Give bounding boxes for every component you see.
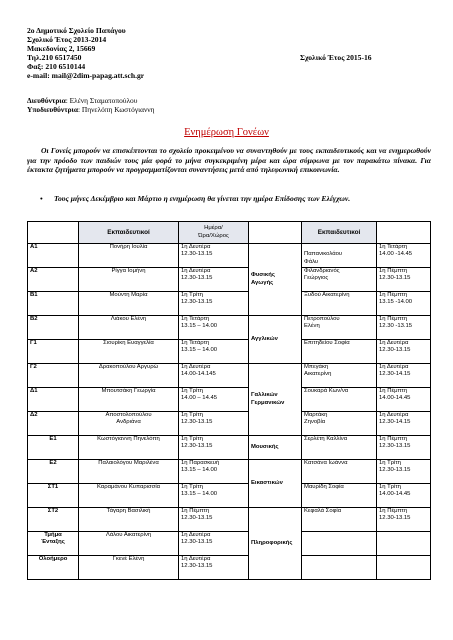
class-cell: Ε1	[28, 436, 79, 460]
table-row	[28, 412, 431, 436]
schedule-table	[27, 221, 431, 580]
director-label: Διευθύντρια	[27, 96, 66, 105]
school-year-left: Σχολικό Έτος 2013-2014	[27, 35, 107, 44]
table-row	[28, 388, 431, 412]
teacher2-cell: Σερλέτη Καλλίνα	[302, 436, 377, 460]
time-cell: 1η Πέμπτη 12.30-13.15	[179, 508, 249, 532]
teacher-cell: Μούντη Μαρία	[79, 292, 179, 316]
time2-cell: 1η Δευτέρα 12.30-14.15	[377, 412, 431, 436]
time-cell: 1η Δευτέρα 12.30-13.15	[179, 532, 249, 556]
class-cell: Α2	[28, 268, 79, 292]
time2-cell: 1η Πέμπτη 14.00-14.45	[377, 388, 431, 412]
school-phone: Τηλ.210 6517450	[27, 53, 82, 62]
time-cell: 1η Τρίτη 13.15 – 14.00	[179, 484, 249, 508]
time-cell: 1η Τρίτη 12.30-13.15	[179, 436, 249, 460]
teacher-cell: Καραμάνου Κυπαρισσία	[79, 484, 179, 508]
time-cell: 1η Τρίτη 14.00 – 14.45	[179, 388, 249, 412]
teacher-cell: Παλαιολόγου Μαριλένα	[79, 460, 179, 484]
notice-bullet	[40, 194, 430, 204]
class-cell: Γ1	[28, 340, 79, 364]
time2-cell	[377, 532, 431, 556]
time2-cell: 1η Πέμπτη 12.30-13.15	[377, 508, 431, 532]
class-cell: Ε2	[28, 460, 79, 484]
time2-cell: 1η Πέμπτη 12.30-13.15	[377, 436, 431, 460]
teacher-cell: Κωστόγιαννη Πηνελόπη	[79, 436, 179, 460]
table-row	[28, 436, 431, 460]
table-row	[28, 316, 431, 340]
teacher2-cell: Μαυρίδη Σοφία	[302, 484, 377, 508]
school-email: e-mail: mail@2dim-papag.att.sch.gr	[27, 71, 145, 80]
bullet-mark: •	[40, 194, 43, 203]
time-cell: 1η Τρίτη 12.30-13.15	[179, 292, 249, 316]
teacher-cell: Δρακοπούλου Αργυρώ	[79, 364, 179, 388]
time2-cell: 1η Τετάρτη 14.00 -14.45	[377, 244, 431, 268]
header-subject-empty	[249, 222, 302, 244]
teacher-cell: Γκενέ Ελένη	[79, 556, 179, 580]
school-fax: Φαξ: 210 6510144	[27, 62, 86, 71]
time2-cell: 1η Τρίτη 14.00-14.45	[377, 484, 431, 508]
teacher-cell: Τάγαρη Βασιλική	[79, 508, 179, 532]
time2-cell: 1η Πέμπτη 13.15 -14.00	[377, 292, 431, 316]
class-cell: ΣΤ2	[28, 508, 79, 532]
time-cell: 1η Τρίτη 12.30-13.15	[179, 412, 249, 436]
director-line	[27, 96, 137, 105]
deputy-label: Υποδιευθύντρια	[27, 105, 78, 114]
subject-cell: Αγγλικών	[249, 316, 302, 364]
class-cell: Α1	[28, 244, 79, 268]
table-row	[28, 340, 431, 364]
header-right-empty	[377, 222, 431, 244]
teacher-cell: Λάλου Αικατερίνη	[79, 532, 179, 556]
teacher-cell: Ρίγγα Ιομήνη	[79, 268, 179, 292]
teacher2-cell	[302, 532, 377, 556]
teacher2-cell: Παπανικολάου Φάλυ	[302, 244, 377, 268]
bullet-text: Τους μήνες Δεκέμβριο και Μάρτιο η ενημέρωση θα γίνεται την ημέρα Επίδοσης των Ελέγχων.	[54, 194, 351, 203]
subject-cell: Γαλλικών Γερμανικών	[249, 364, 302, 436]
time2-cell: 1η Δευτέρα 12.30-14.15	[377, 364, 431, 388]
teacher2-cell	[302, 556, 377, 580]
time-cell: 1η Δευτέρα 12.30-13.15	[179, 244, 249, 268]
teacher-cell: Πονήρη Ιουλία	[79, 244, 179, 268]
header-hours: Ημέρα/ Ώρα/Χώρος	[179, 222, 249, 244]
header-teachers-left: Εκπαιδευτικοί	[79, 222, 179, 244]
deputy-name: : Πηνελόπη Κωστόγιαννη	[77, 105, 155, 114]
subject-cell: Φυσικής Αγωγής	[249, 244, 302, 316]
time-cell: 1η Τετάρτη 13.15 – 14.00	[179, 316, 249, 340]
class-cell: Δ1	[28, 388, 79, 412]
time-cell: 1η Δευτέρα 12.30-13.15	[179, 556, 249, 580]
intro-text: Οι Γονείς μπορούν να επισκέπτονται το σχολείο προκειμένου να συναντηθούν με τους εκπαιδευτικούς και να ενημερωθούν για την πρόοδο των παιδιών τους μία φορά το μήνα συγκεκριμένη μέρα και ώρα σύμφωνα με τον παρακάτω πίνακα. Για έκτακτα ζητήματα μπορούν να προγραμματίζονται συναντήσεις μετά από τηλεφωνική επικοινωνία.	[27, 146, 431, 175]
teacher2-cell: Πετροπούλου Ελένη	[302, 316, 377, 340]
time2-cell	[377, 556, 431, 580]
table-row	[28, 364, 431, 388]
subject-cell: Μουσικής	[249, 436, 302, 460]
class-cell: Β2	[28, 316, 79, 340]
time-cell: 1η Δευτέρα 14.00-14.145	[179, 364, 249, 388]
time-cell: 1η Παρασκευή 13.15 – 14.00	[179, 460, 249, 484]
school-year-right: Σχολικό Έτος 2015-16	[300, 53, 372, 62]
time-cell: 1η Τετάρτη 13.15 – 14.00	[179, 340, 249, 364]
teacher2-cell: Μπεγάκη Αικατερίνη	[302, 364, 377, 388]
page-title: Ενημέρωση Γονέων	[184, 127, 269, 138]
subject-cell: Πληροφορικής	[249, 508, 302, 580]
header-empty-cell	[28, 222, 79, 244]
time2-cell: 1η Πέμπτη 12.30-13.15	[377, 268, 431, 292]
table-row	[28, 556, 431, 580]
deputy-line	[27, 105, 155, 114]
time2-cell: 1η Πέμπτη 12.30 -13.15	[377, 316, 431, 340]
teacher2-cell: Κατσάνα Ιωάννα	[302, 460, 377, 484]
table-header-row	[28, 222, 431, 244]
teacher2-cell: Ξυδού Αικατερίνη	[302, 292, 377, 316]
class-cell: Δ2	[28, 412, 79, 436]
table-row	[28, 508, 431, 532]
teacher2-cell: Φιλανδριανός Γεώργιος	[302, 268, 377, 292]
teacher-cell: Λιάκου Ελένη	[79, 316, 179, 340]
time2-cell: 1η Δευτέρα 12.30-13.15	[377, 340, 431, 364]
table-row	[28, 532, 431, 556]
table-row	[28, 244, 431, 268]
teacher-cell: Σιουρίκη Ευαγγελία	[79, 340, 179, 364]
header-teachers-right: Εκπαιδευτικοί	[302, 222, 377, 244]
class-cell: Ολοήμερο	[28, 556, 79, 580]
time2-cell: 1η Τρίτη 12.30-13.15	[377, 460, 431, 484]
table-row	[28, 268, 431, 292]
school-name: 2ο Δημοτικό Σχολείο Παπάγου	[27, 26, 126, 35]
school-address: Μακεδονίας 2, 15669	[27, 44, 96, 53]
subject-cell: Εικαστικών	[249, 460, 302, 508]
teacher2-cell: Σουκαρά Κων/να	[302, 388, 377, 412]
intro-paragraph	[27, 146, 431, 175]
class-cell: Γ2	[28, 364, 79, 388]
teacher2-cell: Μαρτάκη Ζηνοβία	[302, 412, 377, 436]
table-row	[28, 292, 431, 316]
teacher-cell: Αποστολοπούλου Ανδριάνα	[79, 412, 179, 436]
teacher2-cell: Κεφαλά Σοφία	[302, 508, 377, 532]
class-cell: ΣΤ1	[28, 484, 79, 508]
teacher2-cell: Επιτηδείου Σοφία	[302, 340, 377, 364]
table-row	[28, 460, 431, 484]
teacher-cell: Μπουτσάκη Γεωργία	[79, 388, 179, 412]
table-row	[28, 484, 431, 508]
time-cell: 1η Δευτέρα 12.30-13.15	[179, 268, 249, 292]
class-cell: Τμήμα Ένταξης	[28, 532, 79, 556]
director-name: : Ελένη Σταματοπούλου	[65, 96, 138, 105]
class-cell: Β1	[28, 292, 79, 316]
